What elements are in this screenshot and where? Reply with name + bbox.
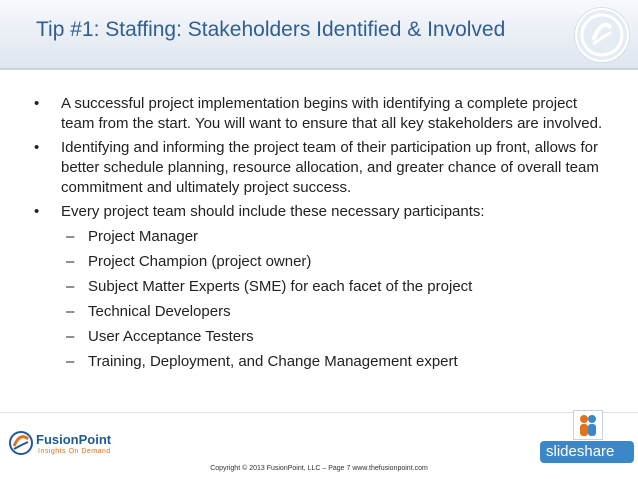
dash-marker: – — [66, 228, 75, 245]
participant-text: Project Manager — [88, 228, 199, 245]
participant-item — [34, 327, 614, 347]
title-divider — [0, 68, 638, 70]
participant-item — [34, 277, 614, 297]
bullet-item — [34, 94, 614, 134]
participant-item — [34, 352, 614, 372]
fusionpoint-logo — [8, 430, 118, 466]
dash-marker: – — [66, 278, 75, 295]
participant-text: User Acceptance Testers — [88, 328, 254, 345]
participant-item — [34, 252, 614, 272]
fusionpoint-logo-icon — [8, 430, 34, 456]
bullet-text: A successful project implementation begins with identifying a complete project team from the start. You will want to ensure that all key stakeholders are involved. — [61, 95, 603, 132]
participant-text: Technical Developers — [88, 303, 231, 320]
participant-text: Training, Deployment, and Change Management expert — [88, 353, 458, 370]
dash-marker: – — [66, 303, 75, 320]
bullet-marker: • — [34, 139, 40, 156]
bullet-item — [34, 202, 614, 222]
copyright-notice: Copyright © 2013 FusionPoint, LLC – Page 7 www.thefusionpoint.com — [210, 465, 428, 472]
bullet-marker: • — [34, 203, 40, 220]
participant-item — [34, 302, 614, 322]
slideshare-logo[interactable] — [540, 410, 634, 466]
slideshare-people-icon — [573, 410, 603, 440]
bullet-text: Identifying and informing the project team of their participation up front, allows for better schedule planning, resource allocation, and greater chance of overall team commitment and ultimately project success. — [61, 139, 599, 196]
bullet-marker: • — [34, 95, 40, 112]
participant-item — [34, 227, 614, 247]
dash-marker: – — [66, 253, 75, 270]
bullet-item — [34, 138, 614, 198]
bullet-text: Every project team should include these necessary participants: — [61, 203, 485, 220]
company-tagline: Insights On Demand — [38, 448, 111, 455]
participant-text: Project Champion (project owner) — [88, 253, 312, 270]
participant-text: Subject Matter Experts (SME) for each facet of the project — [88, 278, 473, 295]
fusionpoint-emblem-icon — [575, 8, 629, 62]
slide-body — [34, 94, 614, 372]
slideshare-label: slideshare — [546, 443, 615, 460]
slide-title: Tip #1: Staffing: Stakeholders Identified & Involved — [36, 18, 506, 41]
dash-marker: – — [66, 328, 75, 345]
company-name: FusionPoint — [36, 432, 112, 447]
dash-marker: – — [66, 353, 75, 370]
